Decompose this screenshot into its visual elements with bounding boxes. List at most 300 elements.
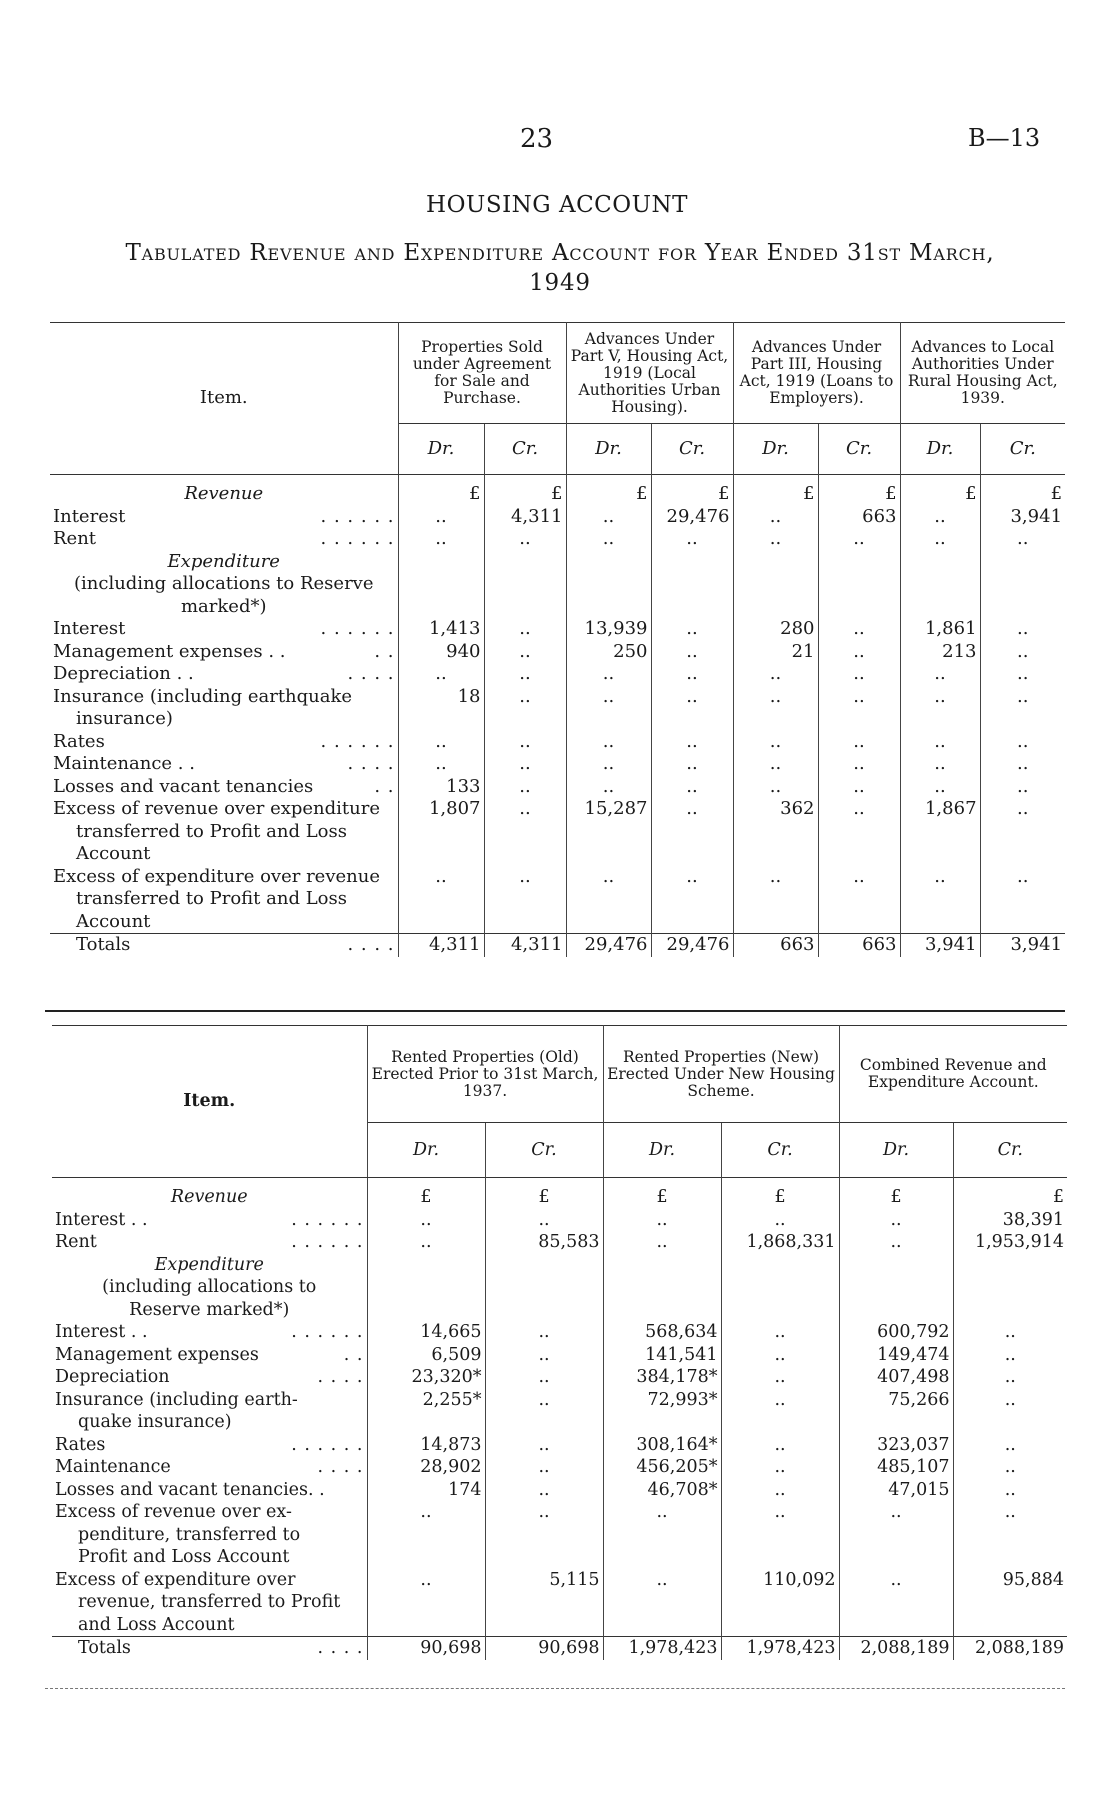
row-label: [52, 1231, 367, 1254]
row-label-text: Depreciation: [55, 1367, 170, 1387]
amount-cell: ..: [721, 1456, 839, 1479]
revenue-section-row: [50, 475, 1065, 506]
leader-dots: . .: [374, 640, 395, 662]
amount-cell: ..: [839, 1209, 953, 1232]
amount-cell: ..: [900, 776, 980, 799]
amount-cell: [367, 1614, 485, 1637]
leader-dots: . . . . . .: [291, 1434, 364, 1455]
amount-cell: [484, 888, 566, 911]
amount-cell: [818, 708, 900, 731]
amount-cell: 2,088,189: [839, 1637, 953, 1660]
amount-cell: 141,541: [603, 1344, 721, 1367]
amount-cell: ..: [839, 1501, 953, 1524]
amount-cell: [839, 1546, 953, 1569]
amount-cell: [485, 1546, 603, 1569]
expenditure-note: (including allocations to Reserve: [73, 573, 374, 594]
amount-cell: [953, 1524, 1067, 1547]
amount-cell: ..: [980, 798, 1065, 821]
amount-cell: [651, 708, 733, 731]
row-label-text: transferred to Profit and Loss: [76, 888, 347, 909]
page-reference: B—13: [968, 124, 1041, 152]
leader-dots: . . . . . .: [320, 528, 395, 549]
row-label-text: insurance): [76, 708, 173, 729]
row-label-text: Interest: [53, 505, 126, 527]
amount-cell: ..: [721, 1344, 839, 1367]
amount-cell: 940: [398, 641, 484, 664]
amount-cell: ..: [566, 731, 651, 754]
table-separator: [45, 1010, 1065, 1012]
amount-cell: ..: [398, 731, 484, 754]
row-label-text: Excess of expenditure over revenue: [53, 865, 380, 887]
amount-cell: ..: [398, 663, 484, 686]
amount-cell: ..: [818, 798, 900, 821]
currency-symbol: £: [839, 1178, 953, 1209]
leader-dots: . . . . . .: [291, 1209, 364, 1230]
row-rates: [50, 731, 1065, 754]
row-label-text: Insurance (including earth-: [55, 1389, 298, 1410]
row-label-text: Maintenance: [55, 1457, 171, 1477]
currency-symbol: £: [367, 1178, 485, 1209]
row-label: [50, 528, 398, 551]
row-label: [52, 1344, 367, 1367]
column-header-rented-old: Rented Properties (Old) Erected Prior to 31st March, 1937.: [367, 1026, 603, 1123]
row-excess-exp: [52, 1614, 1067, 1637]
row-label: [50, 888, 398, 911]
amount-cell: 4,311: [484, 934, 566, 957]
amount-cell: ..: [484, 798, 566, 821]
amount-cell: ..: [900, 528, 980, 551]
amount-cell: 250: [566, 641, 651, 664]
row-label-text: Management expenses: [55, 1344, 259, 1365]
row-label-text: Insurance (including earthquake: [53, 685, 353, 707]
leader-dots: . . . . . .: [320, 618, 395, 639]
amount-cell: ..: [818, 686, 900, 709]
amount-cell: ..: [651, 686, 733, 709]
amount-cell: 568,634: [603, 1321, 721, 1344]
row-label: [52, 1524, 367, 1547]
amount-cell: 1,807: [398, 798, 484, 821]
column-header-rural-housing: Advances to Local Authorities Under Rural Housing Act, 1939.: [900, 323, 1065, 424]
amount-cell: 72,993*: [603, 1389, 721, 1412]
amount-cell: ..: [566, 686, 651, 709]
amount-cell: ..: [733, 528, 818, 551]
row-excess-rev: [50, 798, 1065, 821]
amount-cell: ..: [980, 663, 1065, 686]
amount-cell: ..: [484, 776, 566, 799]
amount-cell: [485, 1614, 603, 1637]
row-label: [52, 1411, 367, 1434]
row-depreciation: [52, 1366, 1067, 1389]
amount-cell: 407,498: [839, 1366, 953, 1389]
amount-cell: [733, 821, 818, 844]
amount-cell: ..: [651, 753, 733, 776]
amount-cell: ..: [651, 798, 733, 821]
amount-cell: ..: [733, 753, 818, 776]
column-header-urban-housing: Advances Under Part V, Housing Act, 1919 (Local Authorities Urban Housing).: [566, 323, 733, 424]
amount-cell: [651, 888, 733, 911]
amount-cell: 1,953,914: [953, 1231, 1067, 1254]
revenue-label: Revenue: [170, 1187, 248, 1207]
expenditure-note: marked*): [180, 595, 267, 617]
dr-header: Dr.: [398, 424, 484, 475]
amount-cell: 5,115: [485, 1569, 603, 1592]
row-label: [50, 866, 398, 889]
amount-cell: [721, 1591, 839, 1614]
amount-cell: [953, 1546, 1067, 1569]
column-header-properties-sold: Properties Sold under Agreement for Sale and Purchase.: [398, 323, 566, 424]
amount-cell: ..: [953, 1456, 1067, 1479]
amount-cell: 663: [818, 506, 900, 529]
amount-cell: 14,873: [367, 1434, 485, 1457]
amount-cell: ..: [484, 641, 566, 664]
expenditure-label: Expenditure: [167, 550, 280, 572]
amount-cell: ..: [485, 1366, 603, 1389]
row-label: [52, 1434, 367, 1457]
currency-symbol: £: [484, 475, 566, 506]
amount-cell: 213: [900, 641, 980, 664]
amount-cell: ..: [980, 753, 1065, 776]
currency-symbol: £: [900, 475, 980, 506]
amount-cell: ..: [980, 776, 1065, 799]
amount-cell: ..: [818, 528, 900, 551]
amount-cell: [980, 843, 1065, 866]
amount-cell: ..: [818, 866, 900, 889]
row-losses: [52, 1479, 1067, 1502]
amount-cell: [818, 911, 900, 934]
amount-cell: ..: [953, 1344, 1067, 1367]
currency-symbol: £: [485, 1178, 603, 1209]
amount-cell: ..: [651, 641, 733, 664]
currency-symbol: £: [953, 1178, 1067, 1209]
leader-dots: . . . .: [347, 753, 395, 774]
amount-cell: ..: [721, 1209, 839, 1232]
amount-cell: 362: [733, 798, 818, 821]
amount-cell: [566, 821, 651, 844]
amount-cell: ..: [485, 1344, 603, 1367]
dr-header: Dr.: [367, 1123, 485, 1178]
amount-cell: [566, 888, 651, 911]
amount-cell: ..: [900, 753, 980, 776]
amount-cell: ..: [398, 528, 484, 551]
row-excess-exp: [50, 888, 1065, 911]
amount-cell: ..: [603, 1231, 721, 1254]
amount-cell: ..: [980, 731, 1065, 754]
dr-header: Dr.: [900, 424, 980, 475]
expenditure-label: Expenditure: [154, 1254, 264, 1275]
row-management: [50, 641, 1065, 664]
amount-cell: 75,266: [839, 1389, 953, 1412]
amount-cell: 1,861: [900, 618, 980, 641]
amount-cell: ..: [721, 1501, 839, 1524]
row-label-text: penditure, transferred to: [78, 1524, 301, 1545]
row-totals: [52, 1637, 1067, 1660]
currency-symbol: £: [651, 475, 733, 506]
row-label-text: Profit and Loss Account: [78, 1547, 290, 1567]
amount-cell: [603, 1614, 721, 1637]
amount-cell: [839, 1591, 953, 1614]
row-label: [52, 1614, 367, 1637]
amount-cell: 1,978,423: [721, 1637, 839, 1660]
amount-cell: 323,037: [839, 1434, 953, 1457]
amount-cell: ..: [980, 618, 1065, 641]
row-label: [50, 821, 398, 844]
amount-cell: [398, 911, 484, 934]
amount-cell: ..: [566, 753, 651, 776]
cr-header: Cr.: [818, 424, 900, 475]
leader-dots: . . . . . .: [291, 1232, 364, 1252]
amount-cell: [900, 888, 980, 911]
amount-cell: ..: [485, 1479, 603, 1502]
amount-cell: [900, 911, 980, 934]
housing-account-table-1: [50, 322, 1065, 957]
amount-cell: ..: [733, 731, 818, 754]
amount-cell: ..: [818, 753, 900, 776]
amount-cell: [980, 911, 1065, 934]
row-label: [52, 1479, 367, 1502]
amount-cell: [980, 821, 1065, 844]
cr-header: Cr.: [980, 424, 1065, 475]
amount-cell: [839, 1524, 953, 1547]
cr-header: Cr.: [484, 424, 566, 475]
currency-symbol: £: [566, 475, 651, 506]
row-label-text: quake insurance): [78, 1412, 232, 1432]
amount-cell: [485, 1411, 603, 1434]
row-label-text: revenue, transferred to Profit: [78, 1592, 341, 1612]
leader-dots: . .: [374, 775, 395, 797]
row-interest-exp: [50, 618, 1065, 641]
row-label-text: Management expenses . .: [53, 640, 286, 662]
amount-cell: [721, 1546, 839, 1569]
amount-cell: ..: [484, 753, 566, 776]
dr-header: Dr.: [566, 424, 651, 475]
amount-cell: ..: [566, 776, 651, 799]
leader-dots: . . . .: [317, 1367, 364, 1387]
amount-cell: ..: [484, 528, 566, 551]
amount-cell: ..: [485, 1389, 603, 1412]
row-label: [50, 776, 398, 799]
amount-cell: [566, 843, 651, 866]
amount-cell: [953, 1411, 1067, 1434]
row-label-text: Maintenance . .: [53, 753, 195, 774]
row-excess-rev: [52, 1501, 1067, 1524]
row-label: [50, 506, 398, 529]
amount-cell: ..: [651, 776, 733, 799]
row-label-text: Interest . .: [55, 1322, 148, 1342]
amount-cell: ..: [651, 528, 733, 551]
leader-dots: . . . .: [347, 934, 395, 955]
row-insurance: [50, 708, 1065, 731]
amount-cell: 47,015: [839, 1479, 953, 1502]
amount-cell: 29,476: [566, 934, 651, 957]
row-label-text: Losses and vacant tenancies. .: [55, 1479, 325, 1500]
amount-cell: ..: [367, 1569, 485, 1592]
expenditure-note: (including allocations to: [102, 1277, 317, 1297]
amount-cell: [818, 821, 900, 844]
row-totals: [50, 934, 1065, 957]
row-label-text: Rates: [53, 730, 105, 752]
amount-cell: [603, 1546, 721, 1569]
row-losses: [50, 776, 1065, 799]
amount-cell: [721, 1614, 839, 1637]
row-label: [50, 843, 398, 866]
amount-cell: [485, 1524, 603, 1547]
amount-cell: [980, 888, 1065, 911]
amount-cell: 174: [367, 1479, 485, 1502]
amount-cell: ..: [651, 618, 733, 641]
amount-cell: ..: [566, 528, 651, 551]
amount-cell: [651, 843, 733, 866]
amount-cell: ..: [485, 1209, 603, 1232]
row-label: [52, 1591, 367, 1614]
amount-cell: 485,107: [839, 1456, 953, 1479]
currency-symbol: £: [398, 475, 484, 506]
row-excess-rev: [52, 1524, 1067, 1547]
dr-header: Dr.: [733, 424, 818, 475]
document-title: HOUSING ACCOUNT: [426, 192, 688, 218]
row-insurance: [52, 1411, 1067, 1434]
amount-cell: 3,941: [900, 934, 980, 957]
amount-cell: ..: [603, 1501, 721, 1524]
amount-cell: [484, 708, 566, 731]
amount-cell: ..: [818, 776, 900, 799]
amount-cell: ..: [485, 1456, 603, 1479]
amount-cell: ..: [818, 663, 900, 686]
bottom-rule: [45, 1688, 1065, 1689]
housing-account-table-2: [52, 1025, 1067, 1660]
amount-cell: ..: [953, 1366, 1067, 1389]
expenditure-note: Reserve marked*): [129, 1299, 290, 1320]
row-label-text: Rent: [53, 528, 97, 549]
item-header: Item.: [52, 1026, 367, 1178]
amount-cell: [603, 1591, 721, 1614]
row-label: [52, 1209, 367, 1232]
amount-cell: [651, 911, 733, 934]
leader-dots: . . . . . .: [291, 1322, 364, 1342]
amount-cell: 95,884: [953, 1569, 1067, 1592]
row-label: [50, 798, 398, 821]
row-label-text: Depreciation . .: [53, 663, 194, 684]
dr-header: Dr.: [603, 1123, 721, 1178]
amount-cell: 90,698: [485, 1637, 603, 1660]
amount-cell: [953, 1591, 1067, 1614]
row-interest-rev: [52, 1209, 1067, 1232]
row-rent: [52, 1231, 1067, 1254]
amount-cell: [367, 1411, 485, 1434]
amount-cell: ..: [953, 1479, 1067, 1502]
row-label: [52, 1546, 367, 1569]
dr-header: Dr.: [839, 1123, 953, 1178]
row-label-text: Account: [76, 843, 151, 864]
amount-cell: 384,178*: [603, 1366, 721, 1389]
currency-symbol: £: [818, 475, 900, 506]
leader-dots: . . . .: [317, 1457, 364, 1477]
amount-cell: [733, 843, 818, 866]
cr-header: Cr.: [485, 1123, 603, 1178]
row-management: [52, 1344, 1067, 1367]
amount-cell: 280: [733, 618, 818, 641]
amount-cell: [733, 888, 818, 911]
amount-cell: ..: [733, 686, 818, 709]
row-label: [50, 641, 398, 664]
amount-cell: ..: [566, 866, 651, 889]
leader-dots: . . . .: [317, 1638, 364, 1658]
amount-cell: ..: [721, 1321, 839, 1344]
amount-cell: 110,092: [721, 1569, 839, 1592]
amount-cell: 2,255*: [367, 1389, 485, 1412]
row-maintenance: [52, 1456, 1067, 1479]
amount-cell: 3,941: [980, 934, 1065, 957]
amount-cell: 15,287: [566, 798, 651, 821]
amount-cell: 29,476: [651, 934, 733, 957]
row-label-text: Interest: [53, 618, 126, 639]
row-label: [50, 934, 398, 957]
amount-cell: 3,941: [980, 506, 1065, 529]
amount-cell: [900, 843, 980, 866]
row-excess-exp: [52, 1591, 1067, 1614]
amount-cell: ..: [566, 663, 651, 686]
amount-cell: ..: [900, 686, 980, 709]
amount-cell: ..: [484, 731, 566, 754]
amount-cell: 4,311: [484, 506, 566, 529]
amount-cell: [953, 1614, 1067, 1637]
page-number: 23: [520, 124, 554, 154]
amount-cell: ..: [900, 506, 980, 529]
amount-cell: 1,867: [900, 798, 980, 821]
row-depreciation: [50, 663, 1065, 686]
amount-cell: ..: [651, 866, 733, 889]
subtitle-line-2: 1949: [529, 270, 591, 296]
amount-cell: 23,320*: [367, 1366, 485, 1389]
amount-cell: 6,509: [367, 1344, 485, 1367]
amount-cell: 13,939: [566, 618, 651, 641]
amount-cell: ..: [603, 1209, 721, 1232]
amount-cell: ..: [566, 506, 651, 529]
amount-cell: [839, 1614, 953, 1637]
row-label: [50, 911, 398, 934]
amount-cell: 38,391: [953, 1209, 1067, 1232]
amount-cell: 46,708*: [603, 1479, 721, 1502]
amount-cell: 18: [398, 686, 484, 709]
currency-symbol: £: [980, 475, 1065, 506]
amount-cell: ..: [367, 1501, 485, 1524]
row-label: [52, 1389, 367, 1412]
amount-cell: [484, 821, 566, 844]
cr-header: Cr.: [651, 424, 733, 475]
amount-cell: 29,476: [651, 506, 733, 529]
amount-cell: ..: [603, 1569, 721, 1592]
row-maintenance: [50, 753, 1065, 776]
amount-cell: [484, 911, 566, 934]
amount-cell: [900, 821, 980, 844]
document-subtitle: [40, 238, 1080, 298]
amount-cell: ..: [980, 686, 1065, 709]
amount-cell: [900, 708, 980, 731]
row-label-text: Rates: [55, 1434, 106, 1455]
row-label: [50, 618, 398, 641]
amount-cell: [721, 1524, 839, 1547]
amount-cell: ..: [398, 866, 484, 889]
amount-cell: 21: [733, 641, 818, 664]
amount-cell: [839, 1411, 953, 1434]
cr-header: Cr.: [721, 1123, 839, 1178]
leader-dots: . . . .: [347, 663, 395, 684]
amount-cell: [603, 1411, 721, 1434]
currency-symbol: £: [733, 475, 818, 506]
row-interest-exp: [52, 1321, 1067, 1344]
amount-cell: ..: [818, 641, 900, 664]
subtitle-line-1: Tabulated Revenue and Expenditure Account for Year Ended 31st March,: [125, 240, 995, 266]
amount-cell: ..: [953, 1389, 1067, 1412]
